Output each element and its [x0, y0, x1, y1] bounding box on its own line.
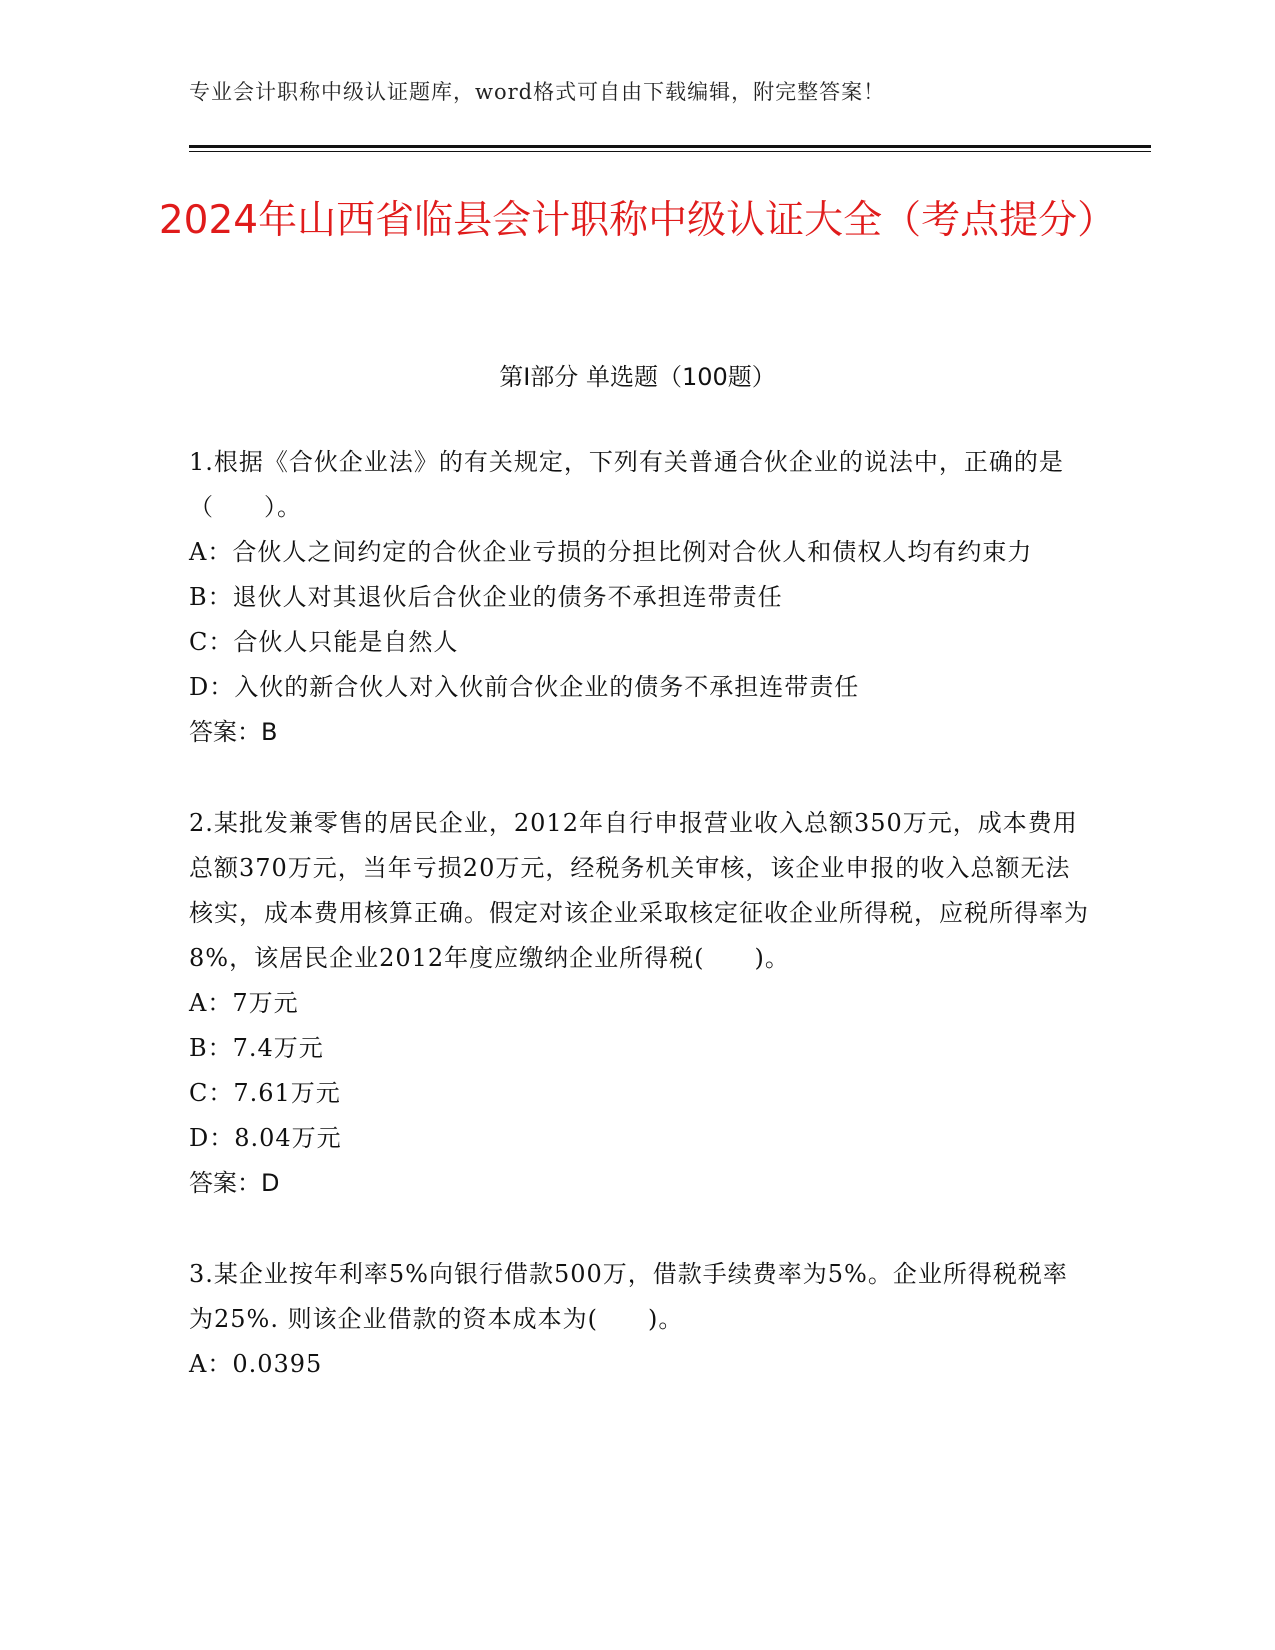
- header-note: 专业会计职称中级认证题库，word格式可自由下载编辑，附完整答案！: [189, 80, 886, 104]
- question-stem: 1.根据《合伙企业法》的有关规定，下列有关普通合伙企业的说法中，正确的是（ ）。: [189, 448, 1064, 521]
- question-3: [189, 1252, 1089, 1387]
- question-list: [189, 440, 1089, 1433]
- option-a: A：7万元: [189, 989, 299, 1017]
- answer-value: D: [261, 1169, 280, 1197]
- answer-line: [189, 1161, 1089, 1206]
- question-stem: 2.某批发兼零售的居民企业，2012年自行申报营业收入总额350万元，成本费用总额370万元，当年亏损20万元，经税务机关审核，该企业申报的收入总额无法核实，成本费用核算正确。假定对该企业采取核定征收企业所得税，应税所得率为8%，该居民企业2012年度应缴纳企业所得税( )。: [189, 809, 1089, 972]
- option-d: D：8.04万元: [189, 1124, 342, 1152]
- option-a: A：合伙人之间约定的合伙企业亏损的分担比例对合伙人和债权人均有约束力: [189, 538, 1033, 566]
- answer-value: B: [261, 718, 278, 746]
- question-1: [189, 440, 1089, 755]
- option-a: A：0.0395: [189, 1350, 323, 1378]
- option-b: B：退伙人对其退伙后合伙企业的债务不承担连带责任: [189, 583, 783, 611]
- option-b: B：7.4万元: [189, 1034, 324, 1062]
- answer-label: 答案：: [189, 718, 261, 746]
- question-stem: 3.某企业按年利率5%向银行借款500万，借款手续费率为5%。企业所得税税率为25%. 则该企业借款的资本成本为( )。: [189, 1260, 1068, 1333]
- option-d: D：入伙的新合伙人对入伙前合伙企业的债务不承担连带责任: [189, 673, 860, 701]
- answer-line: [189, 710, 1089, 755]
- question-2: [189, 801, 1089, 1206]
- section-heading: 第Ⅰ部分 单选题（100题）: [499, 363, 776, 391]
- document-title: 2024年山西省临县会计职称中级认证大全（考点提分）: [158, 198, 1117, 243]
- option-c: C：7.61万元: [189, 1079, 341, 1107]
- header-rule-thick: [189, 145, 1151, 148]
- answer-label: 答案：: [189, 1169, 261, 1197]
- option-c: C：合伙人只能是自然人: [189, 628, 459, 656]
- header-rule-thin: [189, 151, 1151, 152]
